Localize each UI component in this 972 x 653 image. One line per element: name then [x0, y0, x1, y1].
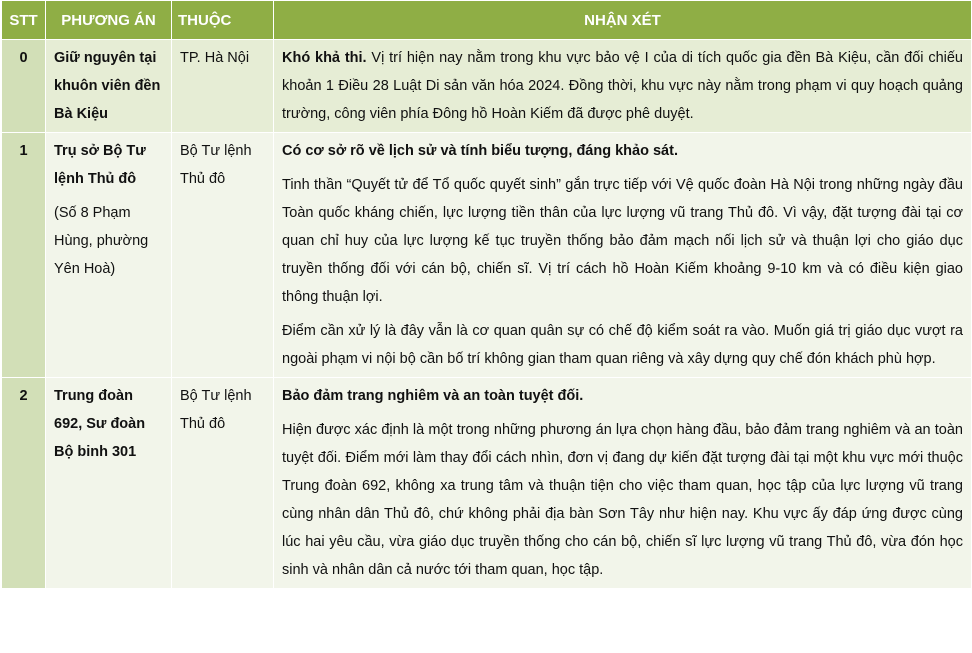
header-row: [2, 1, 972, 40]
row-belongs: Bộ Tư lệnh Thủ đô: [172, 378, 274, 589]
option-name: Trung đoàn 692, Sư đoàn Bộ binh 301: [54, 388, 146, 460]
comment-paragraph: Điểm cần xử lý là đây vẫn là cơ quan quân sự có chế độ kiểm soát ra vào. Muốn giá trị giáo dục vượt ra ngoài phạm vi nội bộ cần bố trí không gian tham quan riêng và xây dựng quy chế đón khách phù hợp.: [282, 323, 963, 367]
table-row: [2, 378, 972, 589]
row-option: [46, 133, 172, 378]
header-stt: STT: [2, 1, 46, 40]
row-comment: [274, 40, 972, 133]
row-stt: 2: [2, 378, 46, 589]
row-option: [46, 378, 172, 589]
row-belongs: Bộ Tư lệnh Thủ đô: [172, 133, 274, 378]
option-name: Trụ sở Bộ Tư lệnh Thủ đô: [54, 143, 146, 187]
row-stt: 1: [2, 133, 46, 378]
table-row: [2, 133, 972, 378]
options-table: [1, 0, 972, 589]
row-stt: 0: [2, 40, 46, 133]
comment-paragraph: Tinh thần “Quyết tử để Tổ quốc quyết sinh” gắn trực tiếp với Vệ quốc đoàn Hà Nội trong những ngày đầu Toàn quốc kháng chiến, lực lượng tiền thân của lực lượng vũ trang Thủ đô. Vì vậy, đặt tượng đài tại cơ quan chỉ huy của lực lượng kế tục truyền thống bảo đảm mạch nối lịch sử và thuận lợi cho giáo dục truyền thống đối với cán bộ, chiến sĩ. Vị trí cách hồ Hoàn Kiếm khoảng 9-10 km và có điều kiện giao thông thuận lợi.: [282, 177, 963, 305]
row-comment: [274, 378, 972, 589]
header-belongs: THUỘC: [172, 1, 274, 40]
verdict: Bảo đảm trang nghiêm và an toàn tuyệt đối.: [282, 388, 584, 404]
option-name: Giữ nguyên tại khuôn viên đền Bà Kiệu: [54, 50, 161, 122]
table-row: [2, 40, 972, 133]
row-comment: [274, 133, 972, 378]
row-option: [46, 40, 172, 133]
row-belongs: TP. Hà Nội: [172, 40, 274, 133]
header-comment: NHẬN XÉT: [274, 1, 972, 40]
comment-paragraph: Hiện được xác định là một trong những phương án lựa chọn hàng đầu, bảo đảm trang nghiêm và an toàn tuyệt đối. Điểm mới làm thay đổi cách nhìn, đơn vị đang dự kiến đặt tượng đài tại một khu vực mới thuộc Trung đoàn 692, không xa trung tâm và thuận tiện cho việc tham quan, học tập của lực lượng vũ trang cùng nhân dân Thủ đô, chứ không phải địa bàn Sơn Tây như hiện nay. Khu vực ấy đáp ứng được cùng lúc hai yêu cầu, vừa giáo dục truyền thống cho cán bộ, chiến sĩ lực lượng vũ trang Thủ đô, vừa đón học sinh và nhân dân cả nước tới tham quan, học tập.: [282, 422, 963, 578]
option-address: (Số 8 Phạm Hùng, phường Yên Hoà): [54, 205, 149, 277]
header-option: PHƯƠNG ÁN: [46, 1, 172, 40]
verdict: Khó khả thi.: [282, 50, 367, 66]
verdict: Có cơ sở rõ về lịch sử và tính biểu tượng, đáng khảo sát.: [282, 143, 678, 159]
comment-paragraph: Vị trí hiện nay nằm trong khu vực bảo vệ I của di tích quốc gia đền Bà Kiệu, cần đối chiếu khoản 1 Điều 28 Luật Di sản văn hóa 2024. Đồng thời, khu vực này nằm trong phạm vi quy hoạch quảng trường, công viên phía Đông hồ Hoàn Kiếm đã được phê duyệt.: [282, 50, 963, 122]
